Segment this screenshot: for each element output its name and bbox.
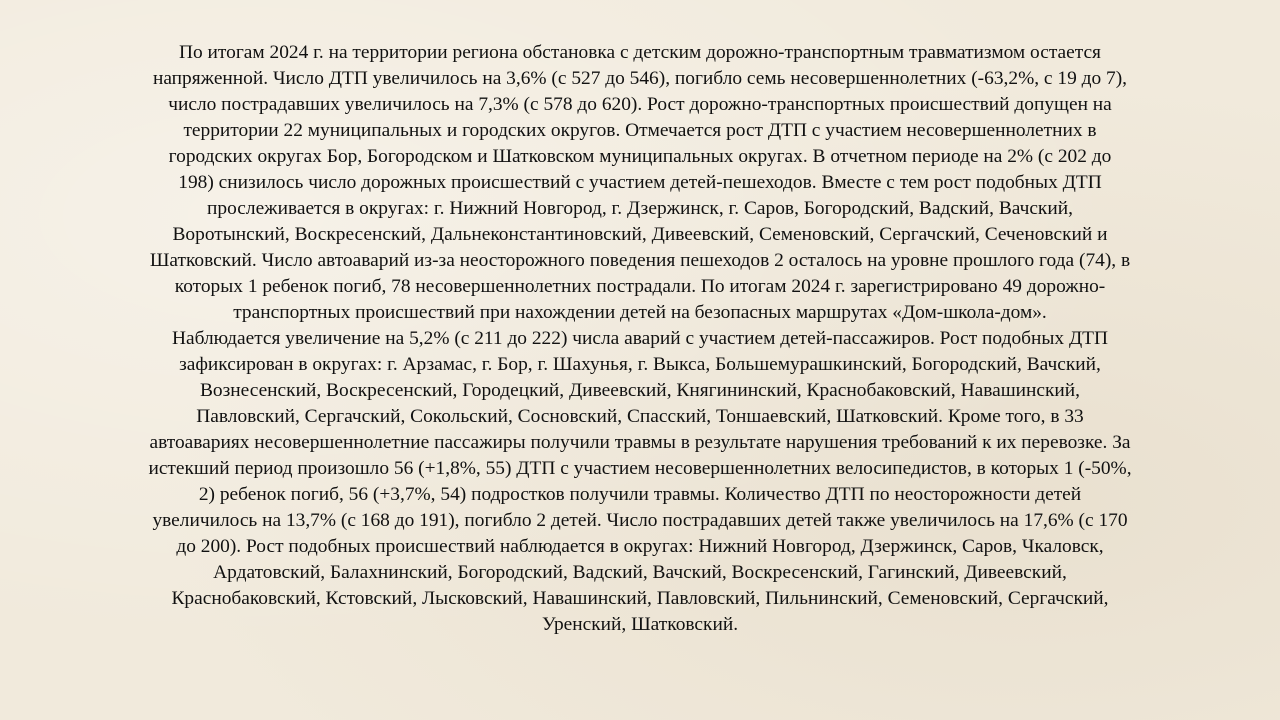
body-text: По итогам 2024 г. на территории региона обстановка с детским дорожно-транспортным травматизмом остается напряженной. Число ДТП увеличилось на 3,6% (с 527 до 546), погибло семь несовершеннолетних (-63,2%, с 19 до 7), число пострадавших увеличилось на 7,3% (с 578 до 620). Рост дорожно-транспортных происшествий допущен на территории 22 муниципальных и городских округов. Отмечается рост ДТП с участием несовершеннолетних в городских округах Бор, Богородском и Шатковском муниципальных округах. В отчетном периоде на 2% (с 202 до 198) снизилось число дорожных происшествий с участием детей-пешеходов. Вместе с тем рост подобных ДТП прослеживается в округах: г. Нижний Новгород, г. Дзержинск, г. Саров, Богородский, Вадский, Вачский, Воротынский, Воскресенский, Дальнеконстантиновский, Дивеевский, Семеновский, Сергачский, Сеченовский и Шатковский. Число автоаварий из-за неосторожного поведения пешеходов 2 осталось на уровне прошлого года (74), в которых 1 ребенок погиб, 78 несовершеннолетних пострадали. По итогам 2024 г. зарегистрировано 49 дорожно- транспортных происшествий при нахождении детей на безопасных маршрутах «Дом-школа-дом». Наблюдается увеличение на 5,2% (с 211 до 222) числа аварий с участием детей-пассажиров. Рост подобных ДТП зафиксирован в округах: г. Арзамас, г. Бор, г. Шахунья, г. Выкса, Большемурашкинский, Богородский, Вачский, Вознесенский, Воскресенский, Городецкий, Дивеевский, Княгининский, Краснобаковский, Навашинский, Павловский, Сергачский, Сокольский, Сосновский, Спасский, Тоншаевский, Шатковский. Кроме того, в 33 автоавариях несовершеннолетние пассажиры получили травмы в результате нарушения требований к их перевозке. За истекший период произошло 56 (+1,8%, 55) ДТП с участием несовершеннолетних велосипедистов, в которых 1 (-50%, 2) ребенок погиб, 56 (+3,7%, 54) подростков получили травмы. Количество ДТП по неосторожности детей увеличилось на 13,7% (с 168 до 191), погибло 2 детей. Число пострадавших детей также увеличилось на 17,6% (с 170 до 200). Рост подобных происшествий наблюдается в округах: Нижний Новгород, Дзержинск, Саров, Чкаловск, Ардатовский, Балахнинский, Богородский, Вадский, Вачский, Воскресенский, Гагинский, Дивеевский, Краснобаковский, Кстовский, Лысковский, Навашинский, Павловский, Пильнинский, Семеновский, Сергачский, Уренский, Шатковский.	[148, 42, 1132, 635]
